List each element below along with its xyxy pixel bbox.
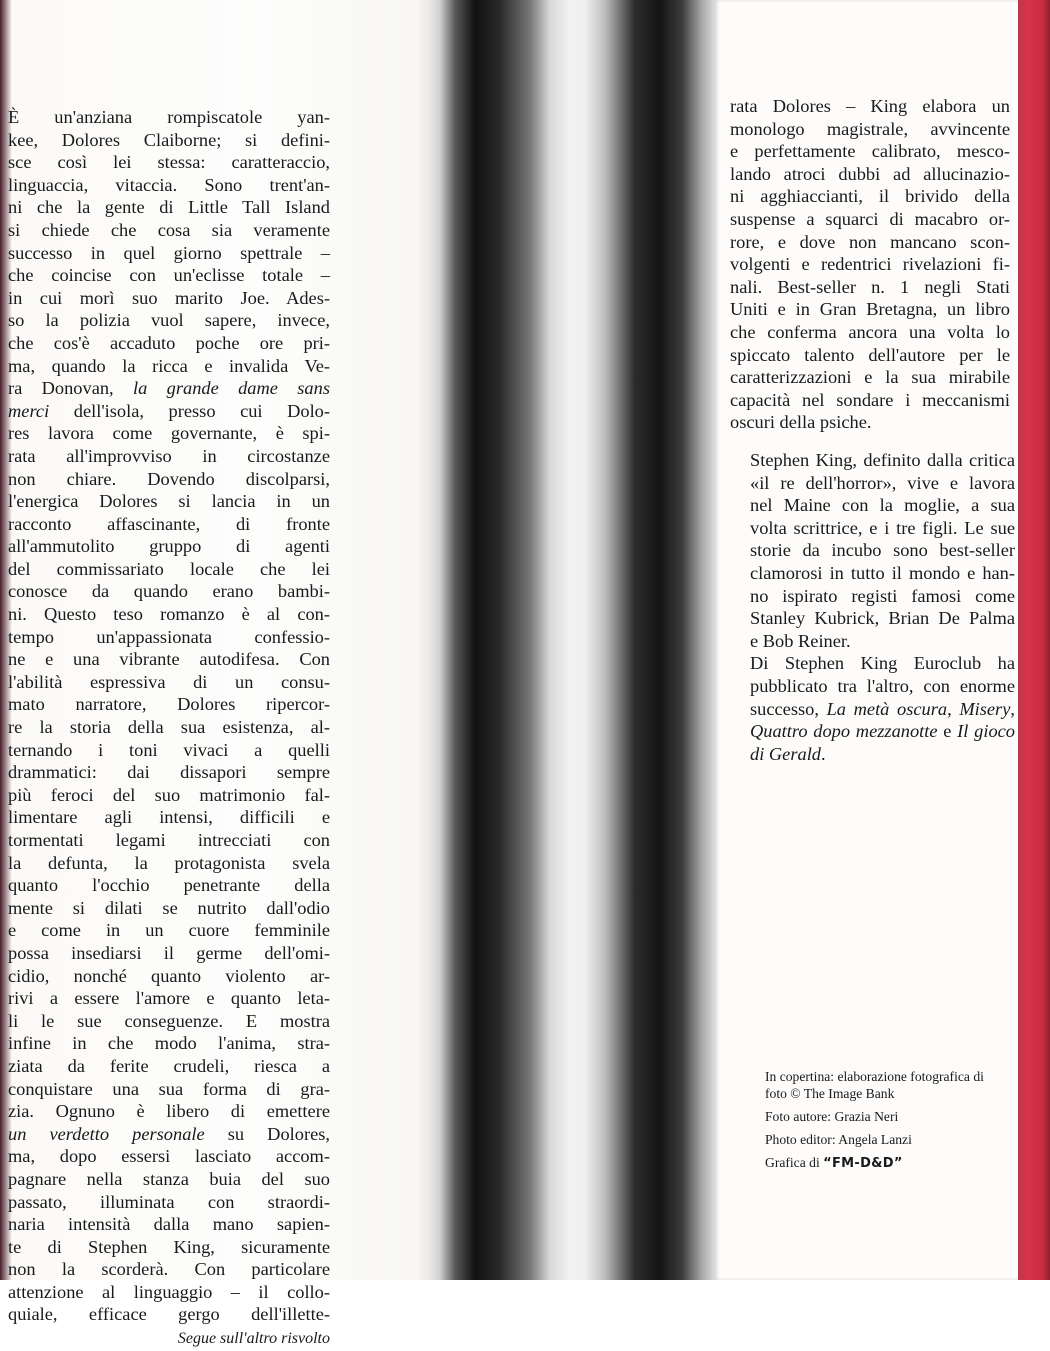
text-line bbox=[8, 174, 330, 197]
text-line bbox=[8, 445, 330, 468]
italic-text: un verdetto personale bbox=[8, 1123, 205, 1144]
text-line bbox=[8, 242, 330, 265]
text-run: zia. Ognuno è libero di emettere bbox=[8, 1101, 330, 1122]
text-run: su Dolores, bbox=[204, 1123, 330, 1144]
text-run: no ispirato registi famosi come bbox=[750, 585, 1015, 606]
text-run: rata all'improvviso in circostanze bbox=[8, 445, 330, 466]
text-line bbox=[730, 140, 1010, 163]
text-line bbox=[8, 422, 330, 445]
text-run: ne e una vibrante autodifesa. Con bbox=[8, 649, 330, 670]
text-line bbox=[8, 1123, 330, 1146]
text-run: volta scrittrice, e i tre figli. Le sue bbox=[750, 517, 1015, 538]
text-run: storie da incubo sono best-seller bbox=[750, 540, 1015, 561]
text-run: drammatici: dai dissapori sempre bbox=[8, 762, 330, 783]
text-line bbox=[730, 276, 1010, 299]
text-run: all'ammutolito gruppo di agenti bbox=[8, 536, 330, 557]
text-run: nel Maine con la moglie, a sua bbox=[750, 495, 1015, 516]
text-run: ni agghiaccianti, il brivido della bbox=[730, 186, 1010, 207]
text-line bbox=[8, 1010, 330, 1033]
italic-text: Quattro dopo mezzanotte bbox=[750, 721, 938, 742]
text-line bbox=[750, 652, 1015, 675]
italic-text: La metà oscura bbox=[826, 698, 948, 719]
text-run: del commissariato locale che lei bbox=[8, 558, 330, 579]
text-run: successo in quel giorno spettrale – bbox=[8, 242, 330, 263]
text-run: conosce da quando erano bambi- bbox=[8, 581, 330, 602]
text-run: ma, quando la ricca e invalida Ve- bbox=[8, 355, 330, 376]
text-line bbox=[8, 106, 330, 129]
italic-text: Il gioco bbox=[957, 721, 1015, 742]
text-line bbox=[8, 1032, 330, 1055]
italic-text: merci bbox=[8, 400, 50, 421]
cover-credit-line-1: In copertina: elaborazione fotografica di bbox=[765, 1069, 984, 1084]
text-run: È un'anziana rompiscatole yan- bbox=[8, 107, 330, 127]
text-run: successo, bbox=[750, 698, 827, 719]
text-run: attenzione al linguaggio – il collo- bbox=[8, 1281, 330, 1302]
text-line bbox=[8, 942, 330, 965]
text-run: possa insediarsi il germe dell'omi- bbox=[8, 942, 330, 963]
text-line bbox=[8, 400, 330, 423]
text-line bbox=[8, 468, 330, 491]
text-run: kee, Dolores Claiborne; si defini- bbox=[8, 129, 330, 150]
text-line bbox=[8, 287, 330, 310]
text-line bbox=[750, 517, 1015, 540]
text-line bbox=[8, 784, 330, 807]
text-line bbox=[750, 607, 1015, 630]
text-run: in cui morì suo marito Joe. Ades- bbox=[8, 287, 330, 308]
text-line bbox=[730, 298, 1010, 321]
text-run: rivi a essere l'amore e quanto leta- bbox=[8, 988, 330, 1009]
text-run: pagnare nella stanza buia del suo bbox=[8, 1168, 330, 1189]
text-run: lando atroci dubbi ad allucinazio- bbox=[730, 163, 1010, 184]
text-line bbox=[8, 309, 330, 332]
text-run: ziata da ferite crudeli, riesca a bbox=[8, 1055, 330, 1076]
text-run: che coincise con un'eclisse totale – bbox=[8, 265, 330, 286]
text-line bbox=[8, 739, 330, 762]
text-run: dell'isola, presso cui Dolo- bbox=[49, 400, 330, 421]
text-run: ternando i toni vivaci a quelli bbox=[8, 739, 330, 760]
text-line bbox=[730, 231, 1010, 254]
text-line bbox=[8, 648, 330, 671]
text-run: pubblicato tra l'altro, con enorme bbox=[750, 675, 1015, 696]
text-line bbox=[8, 1078, 330, 1101]
text-run: Stanley Kubrick, Brian De Palma bbox=[750, 608, 1015, 629]
text-run: che cos'è accaduto poche ore pri- bbox=[8, 332, 330, 353]
text-run: . bbox=[821, 743, 826, 764]
text-run: , bbox=[1010, 698, 1015, 719]
text-line bbox=[750, 675, 1015, 698]
text-line bbox=[750, 585, 1015, 608]
continued-on-other-flap-note: Segue sull'altro risvolto bbox=[177, 1330, 330, 1348]
text-run: monologo magistrale, avvincente bbox=[730, 118, 1010, 139]
cover-credit bbox=[765, 1068, 1020, 1102]
text-run: rata Dolores – King elabora un bbox=[730, 96, 1010, 116]
text-line bbox=[8, 1168, 330, 1191]
text-run: li le sue conseguenze. E mostra bbox=[8, 1010, 330, 1031]
text-line bbox=[8, 219, 330, 242]
text-run: spiccato talento dell'autore per le bbox=[730, 344, 1010, 365]
text-run: e perfettamente calibrato, mesco- bbox=[730, 141, 1010, 162]
text-line bbox=[8, 829, 330, 852]
text-run: non chiare. Dovendo discolparsi, bbox=[8, 468, 330, 489]
text-line bbox=[750, 539, 1015, 562]
text-run: mente si dilati se nutrito dall'odio bbox=[8, 897, 330, 918]
text-line bbox=[8, 603, 330, 626]
text-run: l'energica Dolores si lancia in un bbox=[8, 491, 330, 512]
text-line bbox=[8, 1100, 330, 1123]
text-line bbox=[730, 411, 1010, 434]
text-line bbox=[750, 472, 1015, 495]
text-run: mato narratore, Dolores ripercor- bbox=[8, 694, 330, 715]
cover-credits bbox=[765, 1068, 1020, 1178]
text-line bbox=[730, 344, 1010, 367]
text-run: infine in che modo l'anima, stra- bbox=[8, 1033, 330, 1054]
text-line bbox=[8, 1191, 330, 1214]
text-line bbox=[8, 965, 330, 988]
text-line bbox=[730, 321, 1010, 344]
cover-credit-line-2: foto © The Image Bank bbox=[765, 1086, 895, 1101]
text-line bbox=[730, 208, 1010, 231]
text-line bbox=[750, 494, 1015, 517]
text-line bbox=[730, 118, 1010, 141]
text-run: nali. Best-seller n. 1 negli Stati bbox=[730, 276, 1010, 297]
author-bio-text bbox=[750, 449, 1015, 765]
text-line bbox=[8, 671, 330, 694]
left-flap-text bbox=[8, 106, 330, 1351]
text-line bbox=[750, 720, 1015, 743]
text-line bbox=[8, 377, 330, 400]
text-line bbox=[750, 698, 1015, 721]
text-line bbox=[8, 1145, 330, 1168]
text-run: quanto l'occhio penetrante della bbox=[8, 875, 330, 896]
text-line bbox=[8, 1236, 330, 1259]
text-run: più feroci del suo matrimonio fal- bbox=[8, 784, 330, 805]
text-run: capacità nel sondare i meccanismi bbox=[730, 389, 1010, 410]
text-line bbox=[8, 1281, 330, 1304]
text-line bbox=[8, 716, 330, 739]
text-run: quiale, efficace gergo dell'illette- bbox=[8, 1304, 330, 1325]
text-run: non la scorderà. Con particolare bbox=[8, 1259, 330, 1280]
text-run: sce così lei stessa: caratteraccio, bbox=[8, 152, 330, 173]
text-line bbox=[8, 987, 330, 1010]
text-line bbox=[8, 355, 330, 378]
text-run: so la polizia vuol sapere, invece, bbox=[8, 310, 330, 331]
text-line bbox=[8, 897, 330, 920]
text-line bbox=[8, 693, 330, 716]
text-line bbox=[8, 874, 330, 897]
text-line bbox=[730, 366, 1010, 389]
text-run: res lavora come governante, è spi- bbox=[8, 423, 330, 444]
text-line bbox=[8, 1303, 330, 1326]
italic-text: di Gerald bbox=[750, 743, 822, 764]
text-run: ra Donovan, bbox=[8, 378, 133, 399]
text-line bbox=[8, 806, 330, 829]
text-line bbox=[8, 490, 330, 513]
text-run: volgenti e redentrici rivelazioni fi- bbox=[730, 254, 1010, 275]
text-line bbox=[8, 626, 330, 649]
text-line bbox=[8, 332, 330, 355]
text-line bbox=[750, 562, 1015, 585]
text-line bbox=[8, 264, 330, 287]
text-run: Stephen King, definito dalla critica bbox=[750, 450, 1015, 470]
text-run: la defunta, la protagonista svela bbox=[8, 852, 330, 873]
text-run: naria intensità dalla mano sapien- bbox=[8, 1214, 330, 1235]
text-run: racconto affascinante, di fronte bbox=[8, 513, 330, 534]
text-run: caratterizzazioni e la sua mirabile bbox=[730, 367, 1010, 388]
text-run: , bbox=[947, 698, 960, 719]
text-line bbox=[730, 95, 1010, 118]
text-run: conquistare una sua forma di gra- bbox=[8, 1078, 330, 1099]
text-line bbox=[730, 163, 1010, 186]
text-run: ni che la gente di Little Tall Island bbox=[8, 197, 330, 218]
text-run: cidio, nonché quanto violento ar- bbox=[8, 965, 330, 986]
text-line bbox=[730, 185, 1010, 208]
text-run: Uniti e in Gran Bretagna, un libro bbox=[730, 299, 1010, 320]
text-line bbox=[8, 535, 330, 558]
text-line bbox=[8, 558, 330, 581]
text-run: tempo un'appassionata confessio- bbox=[8, 626, 330, 647]
graphics-credit bbox=[765, 1154, 1020, 1172]
text-line bbox=[8, 852, 330, 875]
italic-text: la grande dame sans bbox=[133, 378, 330, 399]
red-cover-edge bbox=[1018, 0, 1050, 1280]
text-run: Di Stephen King Euroclub ha bbox=[750, 653, 1015, 674]
text-line bbox=[8, 129, 330, 152]
text-run: ni. Questo teso romanzo è al con- bbox=[8, 604, 330, 625]
text-run: si chiede che cosa sia veramente bbox=[8, 219, 330, 240]
text-run: tormentati legami intrecciati con bbox=[8, 830, 330, 850]
photo-editor-credit: Photo editor: Angela Lanzi bbox=[765, 1132, 912, 1147]
text-run: rore, e dove non mancano scon- bbox=[730, 231, 1010, 252]
text-line bbox=[8, 151, 330, 174]
text-run: clamorosi in tutto il mondo e han- bbox=[750, 562, 1015, 583]
text-run: l'abilità espressiva di un consu- bbox=[8, 671, 330, 692]
text-run: linguaccia, vitaccia. Sono trent'an- bbox=[8, 174, 330, 195]
text-line bbox=[8, 580, 330, 603]
author-photo-credit: Foto autore: Grazia Neri bbox=[765, 1109, 899, 1124]
text-run: re la storia della sua esistenza, al- bbox=[8, 717, 330, 738]
text-line bbox=[8, 196, 330, 219]
text-run: che conferma ancora una volta lo bbox=[730, 321, 1010, 342]
graphics-credit-label: Grafica di bbox=[765, 1155, 824, 1170]
text-run: ma, dopo essersi lasciato accom- bbox=[8, 1146, 330, 1167]
text-line bbox=[750, 449, 1015, 472]
text-run: e Bob Reiner. bbox=[750, 630, 851, 651]
text-run: e bbox=[937, 721, 958, 742]
text-run: suspense a squarci di macabro or- bbox=[730, 208, 1010, 229]
text-line bbox=[750, 743, 1015, 766]
text-line bbox=[8, 761, 330, 784]
graphics-studio-logo: “FM-D&D” bbox=[823, 1156, 903, 1171]
text-run: «il re dell'horror», vive e lavora bbox=[750, 472, 1015, 493]
text-line bbox=[8, 919, 330, 942]
synopsis-continuation-text bbox=[730, 95, 1010, 434]
text-line bbox=[730, 389, 1010, 412]
text-run: passato, illuminata con straordi- bbox=[8, 1191, 330, 1212]
text-line bbox=[8, 1055, 330, 1078]
text-line bbox=[8, 513, 330, 536]
text-line bbox=[730, 253, 1010, 276]
text-run: limentare agli intensi, difficili e bbox=[8, 807, 330, 828]
spine-shadow bbox=[420, 0, 720, 1280]
text-line bbox=[750, 630, 1015, 653]
text-run: te di Stephen King, sicuramente bbox=[8, 1236, 330, 1257]
text-run: oscuri della psiche. bbox=[730, 412, 872, 433]
text-run: e come in un cuore femminile bbox=[8, 920, 330, 941]
text-line bbox=[8, 1258, 330, 1281]
text-line bbox=[8, 1213, 330, 1236]
italic-text: Misery bbox=[959, 698, 1011, 719]
